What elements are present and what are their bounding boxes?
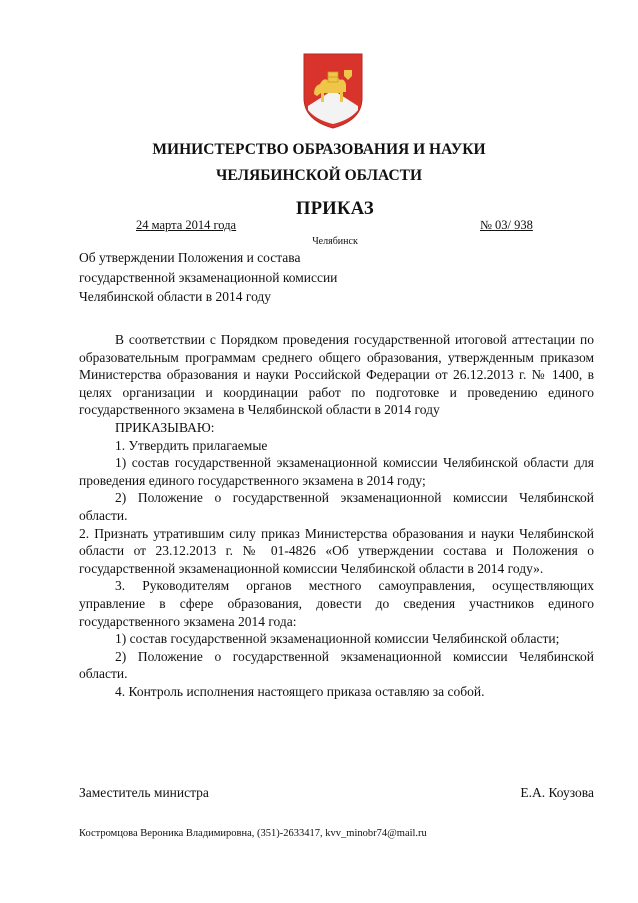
signatory-name: Е.А. Коузова bbox=[520, 785, 594, 800]
order-subject: Об утверждении Положения и состава государственной экзаменационной комиссии Челябинской области в 2014 году bbox=[79, 250, 338, 304]
order-date: 24 марта 2014 года bbox=[136, 218, 237, 232]
clause-3-item-1: 1) состав государственной экзаменационной комиссии Челябинской области; bbox=[115, 631, 560, 647]
preamble-paragraph: В соответствии с Порядком проведения государственной итоговой аттестации по образовательным программам среднего общего образования, утвержденным приказом Министерства образования и науки Российской Федерации от 26.12.2013 г. № 1400, в целях организации и координации работ по подготовке и проведению единого государственного экзамена в Челябинской области в 2014 году bbox=[79, 332, 594, 418]
order-city: Челябинск bbox=[312, 236, 358, 247]
clause-1: 1. Утвердить прилагаемые bbox=[115, 437, 268, 453]
chelyabinsk-coat-of-arms-icon bbox=[300, 50, 366, 130]
executor-contact: Костромцова Вероника Владимировна, (351)-2633417, kvv_minobr74@mail.ru bbox=[79, 828, 427, 839]
clause-3: 3. Руководителям органов местного самоуправления, осуществляющих управление в сфере образования, довести до сведения участников единого государственного экзамена 2014 года: bbox=[79, 578, 594, 629]
clause-4: 4. Контроль исполнения настоящего приказа оставляю за собой. bbox=[115, 683, 485, 699]
clause-2: 2. Признать утратившим силу приказ Министерства образования и науки Челябинской области от 23.12.2013 г. № 01-4826 «Об утверждении состава и Положения о государственной экзаменационной комиссии Челябинской области в 2014 году». bbox=[79, 525, 594, 576]
clause-3-item-2: 2) Положение о государственной экзаменационной комиссии Челябинской области. bbox=[79, 648, 594, 682]
clause-1-item-2: 2) Положение о государственной экзаменационной комиссии Челябинской области. bbox=[79, 490, 594, 523]
order-number: № 03/ 938 bbox=[480, 218, 533, 232]
order-keyword: ПРИКАЗЫВАЮ: bbox=[115, 419, 215, 435]
signatory-position: Заместитель министра bbox=[79, 785, 209, 800]
ministry-name-line1: МИНИСТЕРСТВО ОБРАЗОВАНИЯ И НАУКИ bbox=[152, 141, 486, 158]
clause-1-item-1: 1) состав государственной экзаменационной комиссии Челябинской области для проведения единого государственного экзамена в 2014 году; bbox=[79, 455, 594, 488]
order-body bbox=[79, 331, 594, 700]
ministry-name-line2: ЧЕЛЯБИНСКОЙ ОБЛАСТИ bbox=[215, 167, 423, 184]
order-title: ПРИКАЗ bbox=[296, 199, 374, 219]
